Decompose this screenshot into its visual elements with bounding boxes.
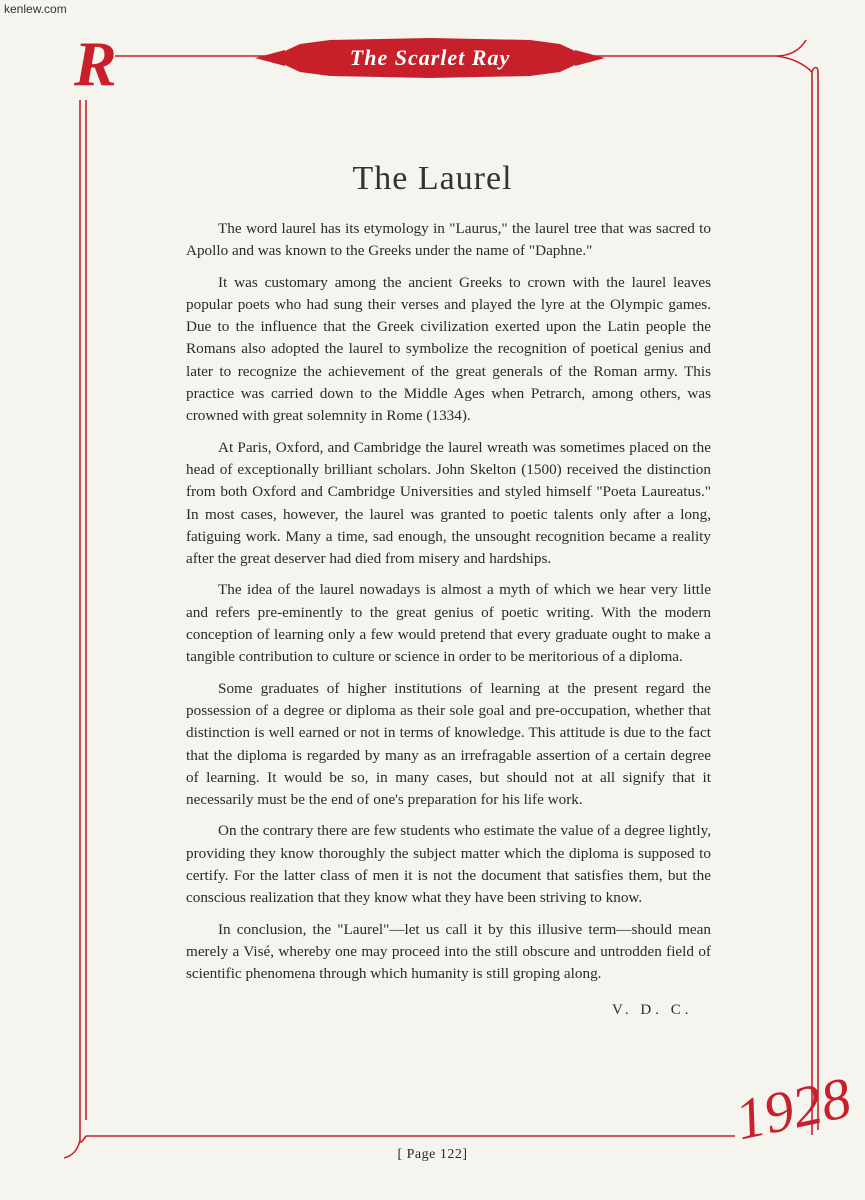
article-paragraph: At Paris, Oxford, and Cambridge the laurel wreath was sometimes placed on the head of exceptionally brilliant scholars. John Skelton (1500) received the distinction from both Oxford and Cambridge Universities and styled himself "Poeta Laureatus." In most cases, however, the laurel was granted to poetic talents only after a long, fatiguing work. Many a time, sad enough, the unsought recognition became a reality after the great deserver had died from misery and hardships. xyxy=(186,438,711,568)
article-paragraph: In conclusion, the "Laurel"—let us call it by this illusive term—should mean merely a Visé, whereby one may proceed into the still obscure and untrodden field of scientific phenomena through which humanity is still groping along. xyxy=(186,920,711,983)
site-watermark: kenlew.com xyxy=(4,2,67,16)
publication-title: The Scarlet Ray xyxy=(349,45,511,70)
article-title: The Laurel xyxy=(352,160,513,197)
article-paragraph: It was customary among the ancient Greeks to crown with the laurel leaves popular poets who had sung their verses and played the lyre at the Olympic games. Due to the influence that the Greek civilization exerted upon the Latin people the Romans also adopted the laurel to symbolize the recognition of poetical genius and later to recognize the achievement of the great generals of the Roman army. This practice was carried down to the Middle Ages when Petrarch, among others, was crowned with great solemnity in Rome (1334). xyxy=(186,273,711,425)
publication-banner xyxy=(290,42,570,74)
article-paragraph: The word laurel has its etymology in "Laurus," the laurel tree that was sacred to Apollo and was known to the Greeks under the name of "Daphne." xyxy=(186,220,711,260)
page-number: [ Page 122] xyxy=(397,1147,468,1162)
article-paragraph: Some graduates of higher institutions of learning at the present regard the possession of a degree or diploma as their sole goal and pre-occupation, whether that distinction is well earned or not in terms of knowledge. This attitude is due to the fact that the diploma is regarded by many as an irrefragable assertion of a certain degree of learning. It would be so, in many cases, but should not at all signify that it necessarily must be the end of one's preparation for his life work. xyxy=(186,679,711,809)
article-body xyxy=(186,218,711,995)
article-paragraph: On the contrary there are few students who estimate the value of a degree lightly, providing they know thoroughly the subject matter which the diploma is supposed to certify. For the latter class of men it is not the document that satisfies them, but the conscious realization that they know what they have been striving to know. xyxy=(186,822,711,907)
yearbook-year: 1928 xyxy=(729,1064,857,1153)
article-paragraph: The idea of the laurel nowadays is almost a myth of which we hear very little and refers pre-eminently to the great genius of poetic writing. With the modern conception of learning only a few would pretend that every graduate ought to make a tangible contribution to culture or science in order to be meritorious of a diploma. xyxy=(186,581,711,666)
author-signature: V. D. C. xyxy=(612,1002,693,1018)
header-initial-r: R xyxy=(74,28,117,99)
